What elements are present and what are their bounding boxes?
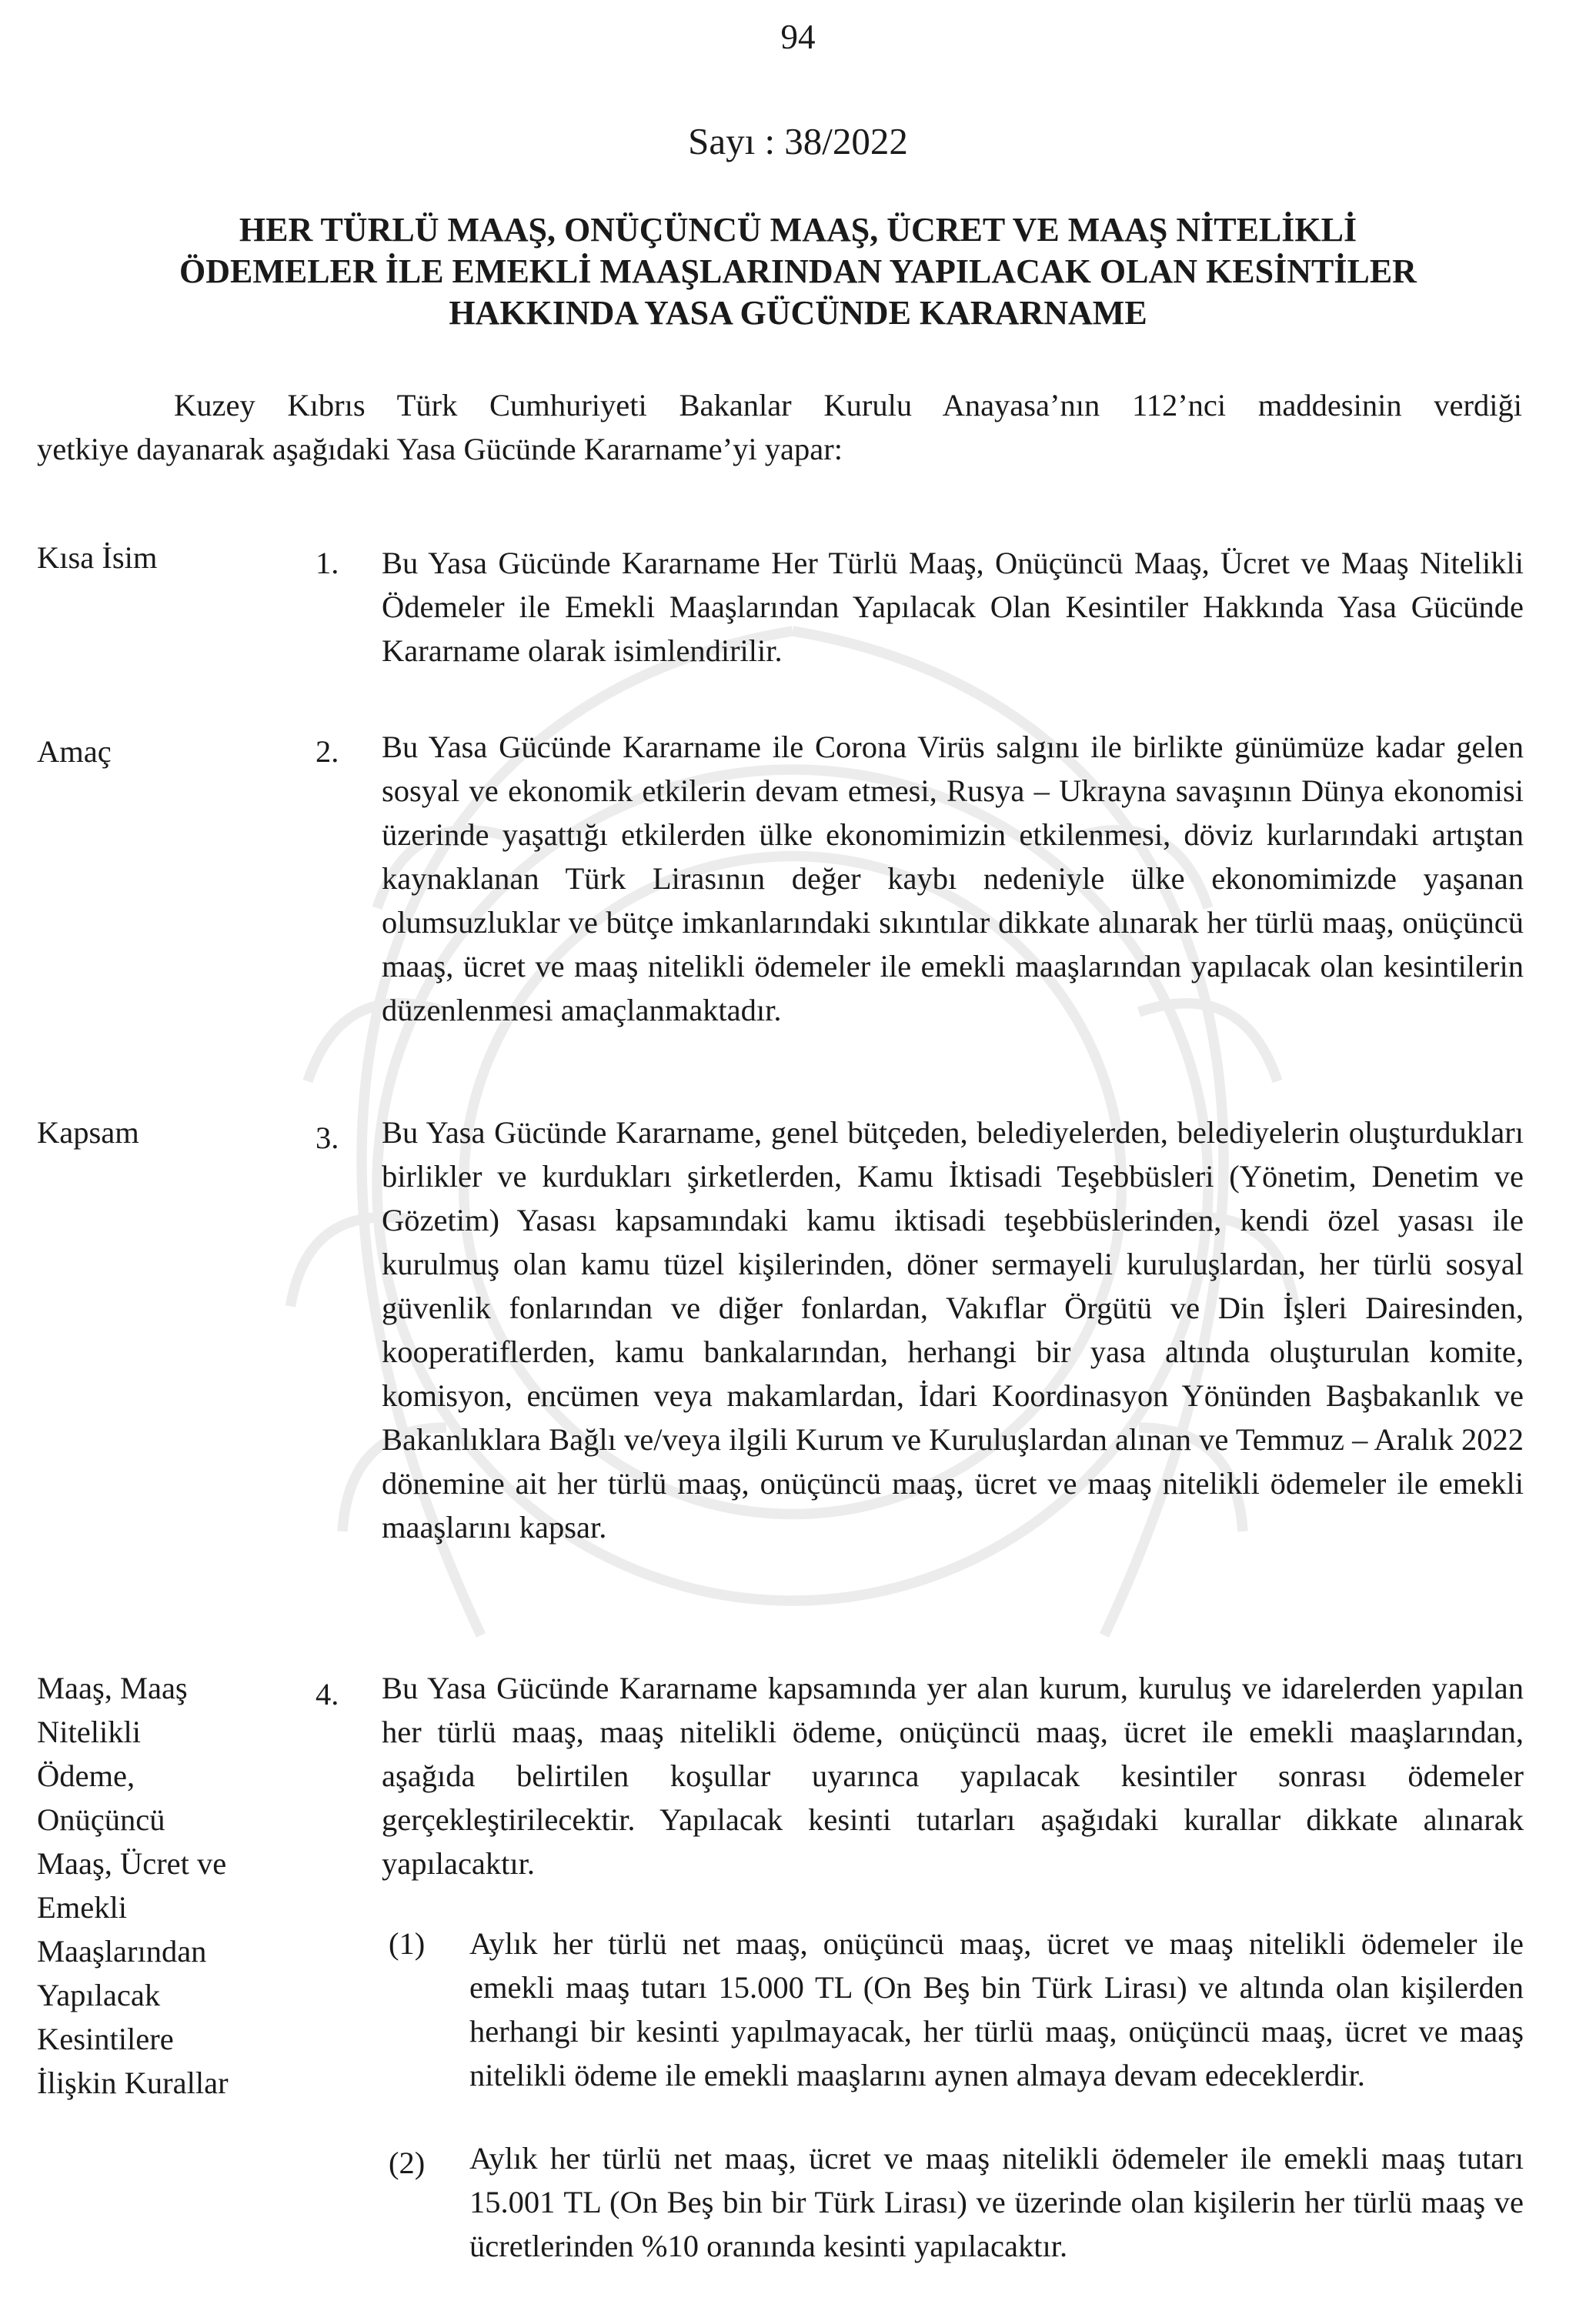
page-number: 94: [780, 18, 816, 56]
margin-heading-line: Yapılacak: [37, 1978, 161, 2012]
title-line: ÖDEMELER İLE EMEKLİ MAAŞLARINDAN YAPILACAK OLAN KESİNTİLER: [179, 252, 1417, 290]
margin-heading-line: Onüçüncü: [37, 1802, 165, 1837]
margin-heading-deduction-rules: [37, 1666, 299, 2105]
margin-heading-line: Maaşlarından: [37, 1934, 207, 1969]
title-line: HER TÜRLÜ MAAŞ, ONÜÇÜNCÜ MAAŞ, ÜCRET VE MAAŞ NİTELİKLİ: [239, 211, 1357, 249]
article-text: Bu Yasa Gücünde Kararname kapsamında yer alan kurum, kuruluş ve idarelerden yapılan her türlü maaş, maaş nitelikli ödeme, onüçüncü maaş, ücret ile emekli maaşlarından, aşağıda belirtilen koşullar uyarınca yapılacak kesintiler sonrası ödemeler gerçekleştirilecektir. Yapılacak kesinti tutarları aşağıdaki kurallar dikkate alınarak yapılacaktır.: [382, 1671, 1524, 1881]
clause-text: Aylık her türlü net maaş, onüçüncü maaş, ücret ve maaş nitelikli ödemeler ile emekli maaş tutarı 15.000 TL (On Beş bin Türk Lirası) ve altında olan kişilerden herhangi bir kesinti yapılmayacak, her türlü maaş, onüçüncü maaş, ücret ve maaş nitelikli ödeme ile emekli maaşlarını aynen almaya devam edeceklerdir.: [469, 1926, 1524, 2092]
preamble: [37, 383, 1522, 471]
margin-heading-line: Emekli: [37, 1890, 127, 1925]
margin-heading-line: Kesintilere: [37, 2022, 174, 2056]
decree-title: [92, 209, 1504, 334]
margin-heading-short-title: Kısa İsim: [37, 540, 158, 575]
margin-heading-line: Ödeme,: [37, 1758, 135, 1793]
margin-heading-line: Nitelikli: [37, 1715, 141, 1749]
issue-number: Sayı : 38/2022: [688, 120, 908, 162]
clause-label: (2): [389, 2146, 426, 2180]
article-text: Bu Yasa Gücünde Kararname Her Türlü Maaş, Onüçüncü Maaş, Ücret ve Maaş Nitelikli Ödemeler ile Emekli Maaşlarından Yapılacak Olan Kesintiler Hakkında Yasa Gücünde Kararname olarak isimlendirilir.: [382, 546, 1524, 668]
article-number: 1.: [316, 546, 339, 580]
clause-text: Aylık her türlü net maaş, ücret ve maaş nitelikli ödemeler ile emekli maaş tutarı 15.001 TL (On Beş bin bir Türk Lirası) ve üzerinde olan kişilerin her türlü maaş ve ücretlerinden %10 oranında kesinti yapılacaktır.: [469, 2141, 1524, 2263]
margin-heading-scope: Kapsam: [37, 1115, 139, 1150]
clause-label: (1): [389, 1926, 426, 1961]
margin-heading-line: Maaş, Maaş: [37, 1671, 188, 1705]
article-number: 4.: [316, 1677, 339, 1712]
preamble-line: Kuzey Kıbrıs Türk Cumhuriyeti Bakanlar Kurulu Anayasa’nın 112’nci maddesinin verdiği: [174, 388, 1522, 422]
margin-heading-line: Maaş, Ücret ve: [37, 1846, 227, 1881]
preamble-line: yetkiye dayanarak aşağıdaki Yasa Gücünde Kararname’yi yapar:: [37, 432, 843, 466]
article-text: Bu Yasa Gücünde Kararname, genel bütçeden, belediyelerden, belediyelerin oluşturdukları birlikler ve kurdukları şirketlerden, Kamu İktisadi Teşebbüsleri (Yönetim, Denetim ve Gözetim) Yasası kapsamındaki kamu iktisadi teşebbüslerinden, kendi özel yasası ile kurulmuş olan kamu tüzel kişilerinden, döner sermayeli kuruluşlardan, her türlü sosyal güvenlik fonlarından ve diğer fonlardan, Vakıflar Örgütü ve Din İşleri Dairesinden, kooperatiflerden, kamu bankalarından, herhangi bir yasa altında oluşturulan komite, komisyon, encümen veya makamlardan, İdari Koordinasyon Yönünden Başbakanlık ve Bakanlıklara Bağlı ve/veya ilgili Kurum ve Kuruluşlardan alınan ve Temmuz – Aralık 2022 dönemine ait her türlü maaş, onüçüncü maaş, ücret ve maaş nitelikli ödemeler ile emekli maaşlarını kapsar.: [382, 1115, 1524, 1545]
margin-heading-line: İlişkin Kurallar: [37, 2066, 229, 2100]
article-number: 2.: [316, 734, 339, 769]
margin-heading-purpose: Amaç: [37, 734, 112, 769]
article-number: 3.: [316, 1120, 339, 1155]
article-text: Bu Yasa Gücünde Kararname ile Corona Virüs salgını ile birlikte günümüze kadar gelen sosyal ve ekonomik etkilerin devam etmesi, Rusya – Ukrayna savaşının Dünya ekonomisi üzerinde yaşattığı etkilerden ülke ekonomimizin etkilenmesi, döviz kurlarındaki artıştan kaynaklanan Türk Lirasının değer kaybı nedeniyle ülke ekonomimizde yaşanan olumsuzluklar ve bütçe imkanlarındaki sıkıntılar dikkate alınarak her türlü maaş, onüçüncü maaş, ücret ve maaş nitelikli ödemeler ile emekli maaşlarından yapılacak olan kesintilerin düzenlenmesi amaçlanmaktadır.: [382, 730, 1524, 1027]
title-line: HAKKINDA YASA GÜCÜNDE KARARNAME: [449, 294, 1147, 332]
